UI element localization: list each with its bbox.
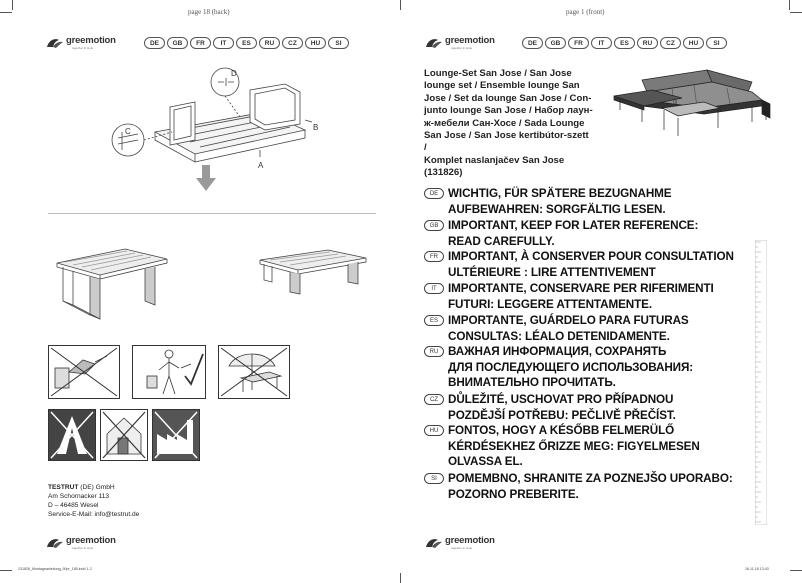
notice-line: WICHTIG, FÜR SPÄTERE BEZUGNAHME [448, 187, 672, 200]
assembled-table-image [55, 243, 170, 323]
notice-line: ULTÉRIEURE : LIRE ATTENTIVEMENT [448, 265, 656, 279]
crop-mark [0, 570, 12, 571]
leaf-logo-icon [425, 537, 443, 549]
crop-mark [789, 0, 790, 10]
title-line: (131826) [424, 167, 463, 179]
warning-no-umbrella [218, 345, 290, 399]
language-selector [144, 37, 349, 49]
lang-pill-si: SI [706, 37, 727, 49]
notice-lang-badge: GB [424, 220, 444, 231]
lang-pill-ru: RU [637, 37, 658, 49]
leaf-logo-icon [46, 37, 64, 49]
lang-pill-de: DE [522, 37, 543, 49]
logo-name: greemotion [66, 535, 116, 546]
logo-tagline: together in style [72, 46, 94, 50]
notice-lang-badge: SI [424, 473, 444, 484]
notice-lang-badge: FR [424, 251, 444, 262]
product-title [424, 68, 594, 180]
leaf-logo-icon [425, 37, 443, 49]
logo-tagline: together in style [451, 46, 473, 50]
lang-pill-cz: CZ [660, 37, 681, 49]
label-b: B [313, 123, 319, 132]
company-name: TESTRUT [48, 484, 79, 491]
lang-pill-hu: HU [305, 37, 326, 49]
address-city: D – 46485 Wesel [48, 502, 99, 509]
lang-pill-gb: GB [545, 37, 566, 49]
lang-pill-fr: FR [568, 37, 589, 49]
notice-cz [424, 392, 676, 423]
footer-file-name: 131826_Montageanleitung_90pr_185.indd 1-2 [18, 567, 92, 571]
notice-line: IMPORTANTE, GUÁRDELO PARA FUTURAS [448, 314, 689, 327]
notice-lang-badge: HU [424, 425, 444, 436]
lang-pill-cz: CZ [282, 37, 303, 49]
title-line: Jose / Set da lounge San Jose / Con- [424, 92, 592, 104]
person-with-tools-check-icon [133, 346, 205, 398]
section-divider [48, 213, 376, 214]
allowed-hand-tools [132, 345, 206, 399]
notice-lang-badge: RU [424, 346, 444, 357]
notice-line: CONSULTAS: LÉALO DETENIDAMENTE. [448, 329, 670, 343]
crop-mark [0, 12, 12, 13]
notice-lang-badge: IT [424, 283, 444, 294]
notice-gb [424, 218, 698, 249]
label-d: D [231, 69, 237, 78]
notice-si [424, 471, 733, 502]
notice-line: IMPORTANT, KEEP FOR LATER REFERENCE: [448, 219, 699, 232]
crop-mark [790, 570, 802, 571]
footer-brand-logo-right [425, 536, 495, 550]
house-crossed-icon [101, 410, 147, 460]
title-line: ж-мебели Сан-Хосе / Sada Lounge [424, 117, 585, 129]
lang-pill-gb: GB [167, 37, 188, 49]
notice-line: READ CAREFULLY. [448, 234, 555, 248]
leaf-logo-icon [46, 537, 64, 549]
factory-crossed-icon [153, 410, 199, 460]
fold-mark [400, 0, 401, 10]
notice-line: POZDĚJŠÍ POTŘEBU: PEČLIVĚ PŘEČÍST. [448, 408, 676, 422]
notice-fr [424, 249, 734, 280]
lang-pill-si: SI [328, 37, 349, 49]
logo-tagline: together in style [451, 546, 473, 550]
umbrella-table-crossed-icon [219, 346, 289, 398]
service-email[interactable]: Service-E-Mail: info@testrut.de [48, 511, 140, 518]
lang-pill-fr: FR [190, 37, 211, 49]
notice-line: OLVASSA EL. [448, 455, 523, 469]
notice-hu [424, 423, 700, 470]
crop-mark [790, 12, 802, 13]
notice-lang-badge: ES [424, 315, 444, 326]
lounge-set-product-image [612, 60, 774, 138]
lang-pill-es: ES [614, 37, 635, 49]
notice-line: DŮLEŽITÉ, USCHOVAT PRO PŘÍPADNOU [448, 393, 674, 406]
title-line: lounge set / Ensemble lounge San [424, 80, 580, 92]
notice-lang-badge: CZ [424, 394, 444, 405]
notice-es [424, 313, 689, 344]
label-c: C [125, 127, 131, 136]
lang-pill-ru: RU [259, 37, 280, 49]
footer-brand-logo [46, 536, 116, 550]
warning-no-tent [48, 409, 96, 461]
lang-pill-it: IT [591, 37, 612, 49]
company-suffix: (DE) GmbH [80, 484, 115, 491]
lang-pill-it: IT [213, 37, 234, 49]
notice-line: FONTOS, HOGY A KÉSŐBB FELMERÜLŐ [448, 424, 675, 437]
notice-line: ВНИМАТЕЛЬНО ПРОЧИТАТЬ. [448, 376, 616, 390]
title-line: junto lounge San Jose / Набор лаун- [424, 105, 593, 117]
page-label-front: page 1 (front) [566, 8, 605, 16]
notice-line: IMPORTANTE, CONSERVARE PER RIFERIMENTI [448, 282, 714, 295]
notice-it [424, 281, 714, 312]
measurement-ruler [755, 240, 767, 525]
crop-mark [12, 0, 13, 10]
warning-no-house [100, 409, 148, 461]
notice-line: ДЛЯ ПОСЛЕДУЮЩЕГО ИСПОЛЬЗОВАНИЯ: [448, 360, 694, 374]
title-line: Komplet naslanjačev San Jose [424, 154, 565, 166]
address-street: Am Schornacker 113 [48, 493, 110, 500]
notice-line: FUTURI: LEGGERE ATTENTAMENTE. [448, 297, 652, 311]
logo-name: greemotion [66, 35, 116, 46]
notice-line: ВАЖНАЯ ИНФОРМАЦИЯ, СОХРАНЯТЬ [448, 345, 667, 358]
assembled-low-table-image [258, 248, 370, 298]
lang-pill-hu: HU [683, 37, 704, 49]
label-a: A [258, 161, 264, 170]
page-label-back: page 18 (back) [188, 8, 230, 16]
power-drill-crossed-icon [49, 346, 119, 398]
lang-pill-de: DE [144, 37, 165, 49]
notice-line: KÉRDÉSEKHEZ ŐRIZZE MEG: FIGYELMESEN [448, 439, 700, 453]
title-line: San Jose / San Jose kertibútor-szett / [424, 130, 589, 154]
notice-line: POZORNO PREBERITE. [448, 487, 579, 501]
logo-tagline: together in style [72, 546, 94, 550]
notice-de [424, 186, 672, 217]
language-selector-right [522, 37, 727, 49]
logo-name: greemotion [445, 535, 495, 546]
brand-logo-right [425, 36, 495, 50]
tent-crossed-icon [49, 410, 95, 460]
notice-ru [424, 344, 693, 391]
warning-no-power-tools [48, 345, 120, 399]
lang-pill-es: ES [236, 37, 257, 49]
notice-line: POMEMBNO, SHRANITE ZA POZNEJŠO UPORABO: [448, 472, 733, 485]
brand-logo [46, 36, 116, 50]
notice-line: AUFBEWAHREN: SORGFÄLTIG LESEN. [448, 202, 666, 216]
notice-line: IMPORTANT, À CONSERVER POUR CONSULTATION [448, 250, 734, 263]
title-line: Lounge-Set San Jose / San Jose [424, 68, 572, 79]
arrow-down-icon [196, 165, 216, 191]
fold-mark [400, 573, 401, 583]
logo-name: greemotion [445, 35, 495, 46]
company-address [48, 483, 139, 519]
notice-lang-badge: DE [424, 188, 444, 199]
footer-date: 16.11.18 13:43 [745, 567, 769, 571]
warning-no-industry [152, 409, 200, 461]
